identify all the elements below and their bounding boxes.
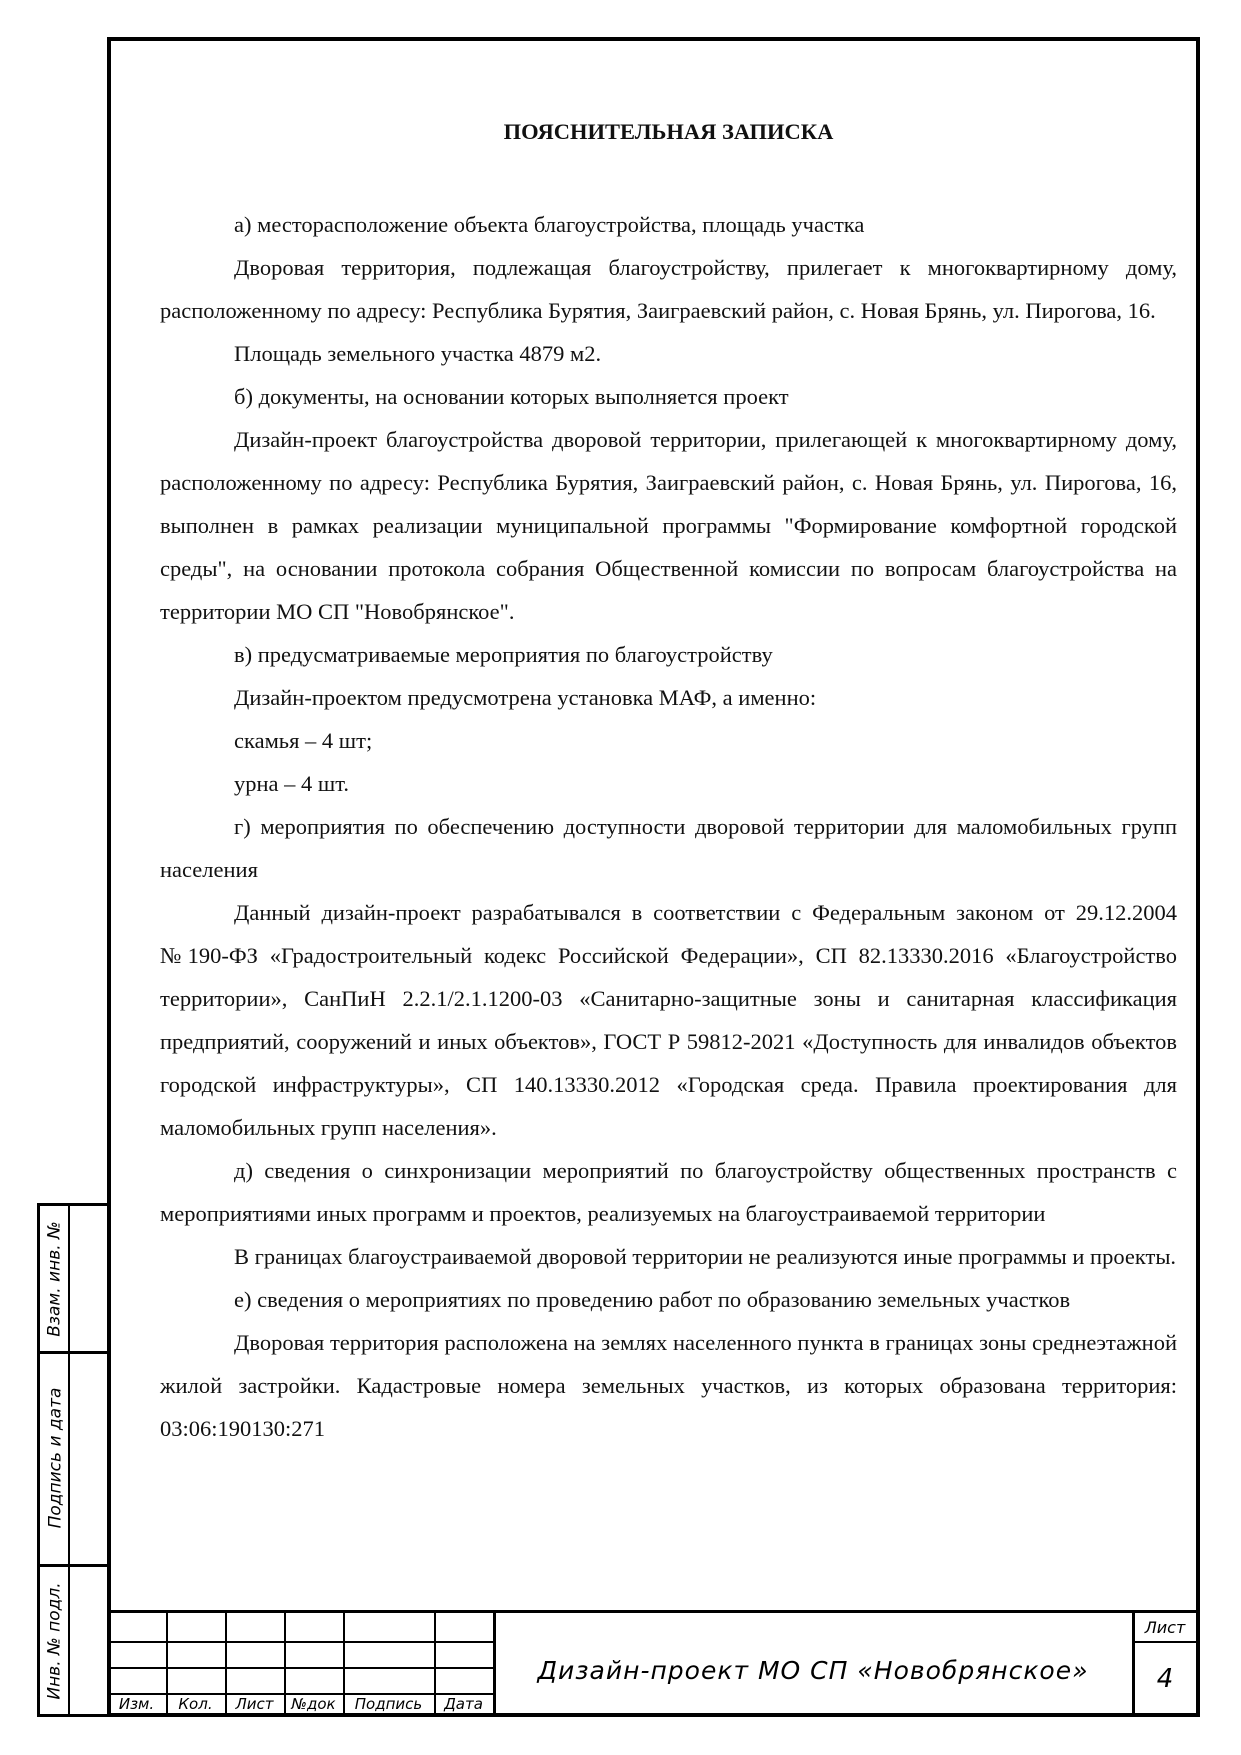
paragraphs [160,203,1177,1450]
list-item: урна – 4 шт. [234,771,349,796]
list-item: скамья – 4 шт; [234,728,373,753]
paragraph: Дизайн-проект благоустройства дворовой территории, прилегающей к многоквартирному дому, расположенному по адресу: Республика Бурятия, Заиграевский район, с. Новая Брянь, ул. Пирогова, 16, выполнен в рамках реализации муниципальной программы "Формирование комфортной городской среды", на основании протокола собрания Общественной комиссии по вопросам благоустройства на территории МО СП "Новобрянское". [160,427,1177,624]
col-label-izm: Изм. [118,1695,155,1713]
col-label-kol: Кол. [178,1695,213,1713]
paragraph: Площадь земельного участка 4879 м2. [234,341,602,366]
replace-inv-label: Взам. инв. № [45,1220,65,1337]
col-label-ndok: №док [291,1695,336,1713]
sheet-label: Лист [1144,1617,1186,1637]
paragraph: б) документы, на основании которых выполняется проект [234,384,789,409]
col-label-podpis: Подпись [354,1695,423,1713]
stamp-divider [107,1667,493,1669]
sheet-number: 4 [1156,1664,1174,1694]
stamp-title: Дизайн-проект МО СП «Новобрянское» [537,1655,1089,1685]
paragraph: е) сведения о мероприятиях по проведению работ по образованию земельных участков [234,1287,1071,1312]
paragraph: д) сведения о синхронизации мероприятий по благоустройству общественных пространств с мероприятиями иных программ и проектов, реализуемых на благоустраиваемой территории [160,1158,1177,1226]
paragraph: Дизайн-проектом предусмотрена установка МАФ, а именно: [234,685,817,710]
paragraph: в) предусматриваемые мероприятия по благоустройству [234,642,773,667]
inv-orig-label: Инв. № подл. [45,1581,66,1700]
side-divider [68,1206,70,1714]
side-stamp [37,1203,107,1717]
paragraph: Данный дизайн-проект разрабатывался в соответствии с Федеральным законом от 29.12.2004 №190-ФЗ «Градостроительный кодекс Российской Федерации», СП 82.13330.2016 «Благоустройство территории», СанПиН 2.2.1/2.1.1200-03 «Санитарно-защитные зоны и санитарная классификация предприятий, сооружений и иных объектов», ГОСТ Р 59812-2021 «Доступность для инвалидов объектов городской инфраструктуры», СП 140.13330.2012 «Городская среда. Правила проектирования для маломобильных групп населения». [160,900,1177,1140]
col-label-data: Дата [444,1695,483,1713]
document-title: ПОЯСНИТЕЛЬНАЯ ЗАПИСКА [503,119,834,144]
paragraph: а) месторасположение объекта благоустройства, площадь участка [234,212,865,237]
stamp-divider [1132,1641,1196,1643]
sign-date-label: Подпись и дата [45,1387,66,1528]
stamp-divider [107,1641,493,1643]
paragraph: Дворовая территория расположена на землях населенного пункта в границах зоны среднеэтажной жилой застройки. Кадастровые номера земельных участков, из которых образована территория: 03:06:190130:271 [160,1330,1177,1441]
paragraph: В границах благоустраиваемой дворовой территории не реализуются иные программы и проекты. [234,1244,1177,1269]
paragraph: Дворовая территория, подлежащая благоустройству, прилегает к многоквартирному дому, расположенному по адресу: Республика Бурятия, Заиграевский район, с. Новая Брянь, ул. Пирогова, 16. [160,255,1177,323]
col-label-list: Лист [235,1695,274,1713]
paragraph: г) мероприятия по обеспечению доступности дворовой территории для маломобильных групп населения [160,814,1177,882]
